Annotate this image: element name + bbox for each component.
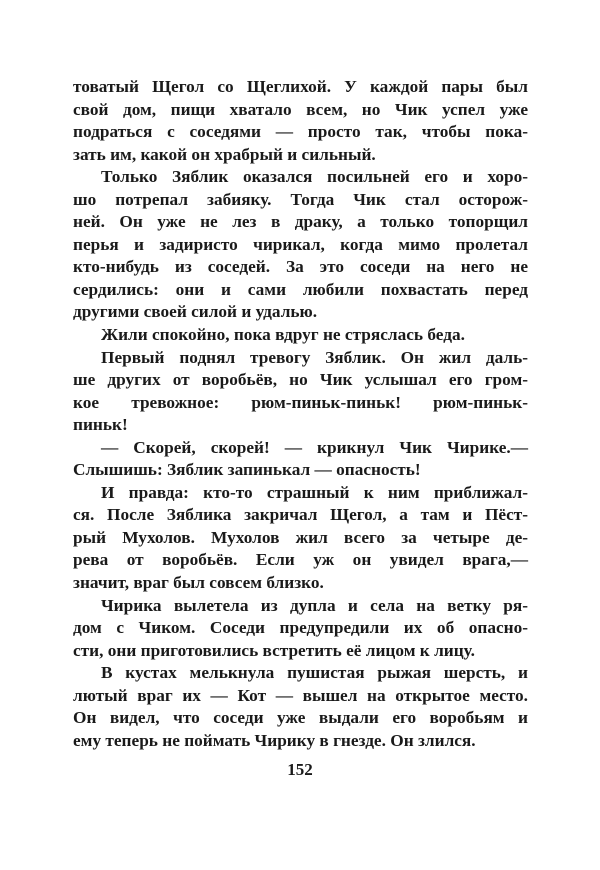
text-line: ся. После Зяблика закричал Щегол, а там и Пёст-: [73, 505, 528, 525]
paragraph: [73, 437, 528, 482]
book-page-text: [73, 76, 528, 752]
text-line: Он видел, что соседи уже выдали его воробьям и: [73, 708, 528, 728]
text-line: перья и задиристо чирикал, когда мимо пролетал: [73, 234, 528, 254]
text-line: лютый враг их — Кот — вышел на открытое место.: [73, 685, 528, 705]
text-line: рый Мухолов. Мухолов жил всего за четыре де-: [73, 527, 528, 547]
text-line: Слышишь: Зяблик запинькал — опасность!: [73, 460, 421, 480]
text-line: Только Зяблик оказался посильней его и хоро-: [101, 167, 528, 187]
text-line: значит, враг был совсем близко.: [73, 573, 324, 593]
text-line: ше других от воробьёв, но Чик услышал его гром-: [73, 370, 528, 390]
paragraph: [73, 76, 528, 166]
text-line: шо потрепал забияку. Тогда Чик стал осторож-: [73, 189, 528, 209]
text-line: сти, они приготовились встретить её лицом к лицу.: [73, 640, 475, 660]
text-line: Чирика вылетела из дупла и села на ветку ря-: [101, 595, 528, 615]
text-line: И правда: кто-то страшный к ним приближал-: [101, 482, 528, 502]
text-line: — Скорей, скорей! — крикнул Чик Чирике.—: [101, 437, 528, 457]
text-line: кто-нибудь из соседей. За это соседи на него не: [73, 257, 528, 277]
text-line: рева от воробьёв. Если уж он увидел врага,—: [73, 550, 528, 570]
text-line: свой дом, пищи хватало всем, но Чик успел уже: [73, 99, 528, 119]
text-line: сердились: они и сами любили похвастать перед: [73, 279, 528, 299]
text-line: дом с Чиком. Соседи предупредили их об опасно-: [73, 618, 528, 638]
text-line: подраться с соседями — просто так, чтобы пока-: [73, 122, 528, 142]
text-line: кое тревожное: рюм-пиньк-пиньк! рюм-пиньк-: [73, 392, 528, 412]
text-line: В кустах мелькнула пушистая рыжая шерсть, и: [101, 663, 528, 683]
paragraph: [73, 482, 528, 595]
text-line: товатый Щегол со Щеглихой. У каждой пары был: [73, 77, 528, 96]
text-line: Жили спокойно, пока вдруг не стряслась беда.: [101, 325, 465, 345]
paragraph: [73, 347, 528, 437]
text-line: пиньк!: [73, 415, 128, 435]
paragraph: [73, 595, 528, 663]
text-line: зать им, какой он храбрый и сильный.: [73, 144, 376, 164]
paragraph: [73, 662, 528, 752]
paragraph: [73, 324, 528, 347]
text-line: ней. Он уже не лез в драку, а только топорщил: [73, 212, 528, 232]
page-number: 152: [287, 760, 313, 779]
paragraph: [73, 166, 528, 324]
text-line: Первый поднял тревогу Зяблик. Он жил даль-: [101, 347, 528, 367]
text-line: ему теперь не поймать Чирику в гнезде. Он злился.: [73, 730, 476, 750]
text-line: другими своей силой и удалью.: [73, 302, 318, 322]
